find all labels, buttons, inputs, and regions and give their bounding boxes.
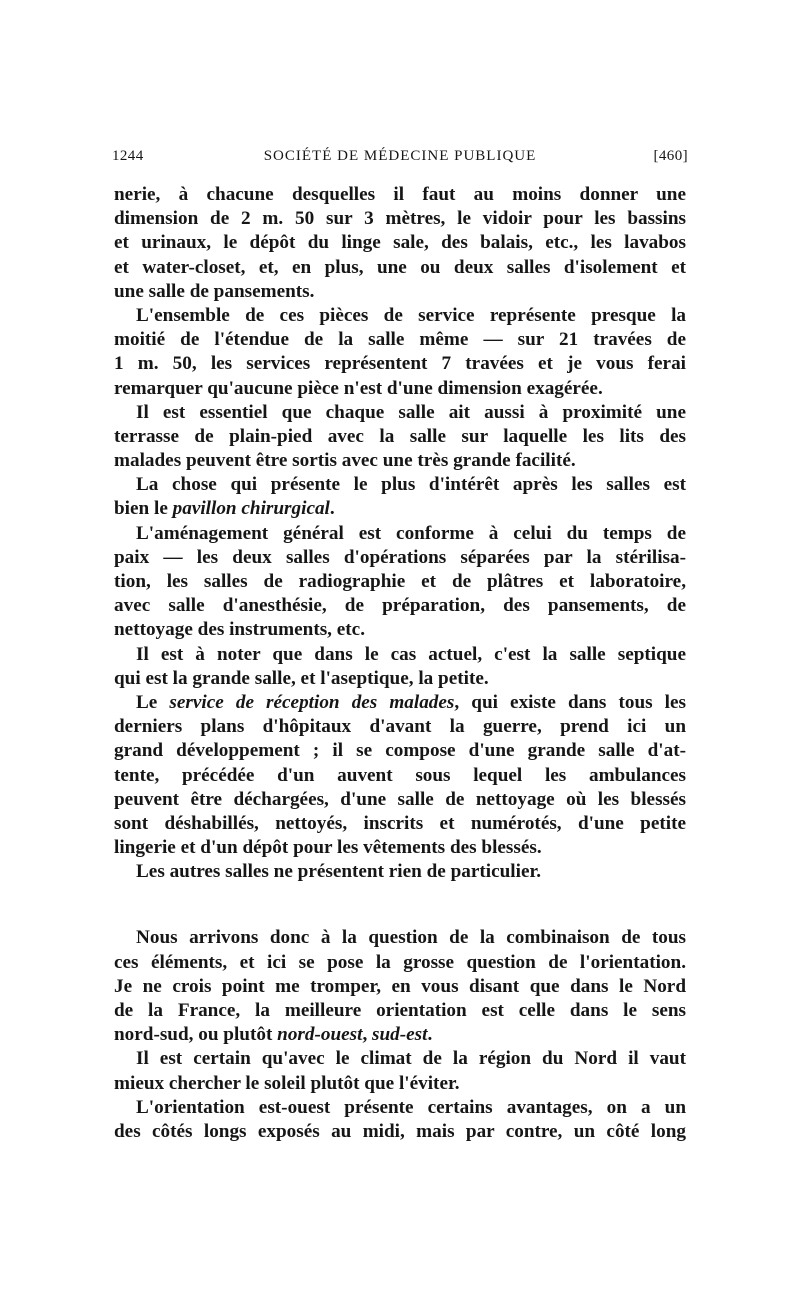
text-line: tente, précédée d'un auvent sous lequel les ambulances xyxy=(114,764,686,786)
body-text xyxy=(114,183,686,1144)
text-line: peuvent être déchargées, d'une salle de nettoyage où les blessés xyxy=(114,788,686,810)
text-line: qui est la grande salle, et l'aseptique, la petite. xyxy=(114,667,489,689)
text-line: Les autres salles ne présentent rien de particulier. xyxy=(136,861,542,883)
text-line: L'ensemble de ces pièces de service représente presque la xyxy=(136,304,686,326)
page-reference: [460] xyxy=(653,148,688,164)
text-line: tion, les salles de radiographie et de plâtres et laboratoire, xyxy=(114,571,686,592)
running-title: SOCIÉTÉ DE MÉDECINE PUBLIQUE xyxy=(263,148,537,164)
text-line: bien le pavillon chirurgical. xyxy=(114,498,335,520)
text-line: des côtés longs exposés au midi, mais par contre, un côté long xyxy=(114,1120,686,1142)
text-line: 1 m. 50, les services représentent 7 travées et je vous ferai xyxy=(114,353,686,375)
text-line: terrasse de plain-pied avec la salle sur laquelle les lits des xyxy=(114,425,686,447)
text-line: sont déshabillés, nettoyés, inscrits et numérotés, d'une petite xyxy=(114,812,686,834)
text-line: nettoyage des instruments, etc. xyxy=(114,619,365,641)
text-line: Je ne crois point me tromper, en vous disant que dans le Nord xyxy=(114,975,686,997)
text-line: La chose qui présente le plus d'intérêt après les salles est xyxy=(136,474,686,496)
text-line: avec salle d'anesthésie, de préparation, des pansements, de xyxy=(114,595,686,617)
text-line: nord-sud, ou plutôt nord-ouest, sud-est. xyxy=(114,1024,433,1046)
text-line: malades peuvent être sortis avec une très grande facilité. xyxy=(114,450,576,472)
text-line: Nous arrivons donc à la question de la combinaison de tous xyxy=(136,927,686,949)
text-line: et water-closet, et, en plus, une ou deux salles d'isolement et xyxy=(114,256,686,278)
text-line: grand développement ; il se compose d'une grande salle d'at- xyxy=(114,740,686,762)
paragraph-gap xyxy=(114,884,686,926)
text-line: L'orientation est-ouest présente certains avantages, on a un xyxy=(136,1096,686,1118)
page-header xyxy=(112,148,688,170)
text-line: L'aménagement général est conforme à celui du temps de xyxy=(136,522,686,544)
text-line: remarquer qu'aucune pièce n'est d'une dimension exagérée. xyxy=(114,377,603,399)
text-line: Le service de réception des malades, qui existe dans tous les xyxy=(136,691,686,713)
text-line: et urinaux, le dépôt du linge sale, des balais, etc., les lavabos xyxy=(114,232,686,254)
page-number: 1244 xyxy=(112,148,144,164)
text-line: moitié de l'étendue de la salle même — sur 21 travées de xyxy=(114,329,686,351)
text-line: ces éléments, et ici se pose la grosse question de l'orientation. xyxy=(114,951,686,973)
text-line: Il est certain qu'avec le climat de la région du Nord il vaut xyxy=(136,1048,686,1070)
text-line: paix — les deux salles d'opérations séparées par la stérilisa- xyxy=(114,546,686,568)
text-line: dimension de 2 m. 50 sur 3 mètres, le vidoir pour les bassins xyxy=(114,208,686,230)
text-line: Il est à noter que dans le cas actuel, c'est la salle septique xyxy=(136,643,686,665)
text-line: lingerie et d'un dépôt pour les vêtements des blessés. xyxy=(114,837,542,859)
text-line: derniers plans d'hôpitaux d'avant la guerre, prend ici un xyxy=(114,716,686,738)
text-line: une salle de pansements. xyxy=(114,280,315,302)
text-line: mieux chercher le soleil plutôt que l'éviter. xyxy=(114,1072,460,1094)
text-line: de la France, la meilleure orientation est celle dans le sens xyxy=(114,1000,686,1021)
text-line: Il est essentiel que chaque salle ait aussi à proximité une xyxy=(136,401,686,423)
text-line: nerie, à chacune desquelles il faut au moins donner une xyxy=(114,184,686,205)
